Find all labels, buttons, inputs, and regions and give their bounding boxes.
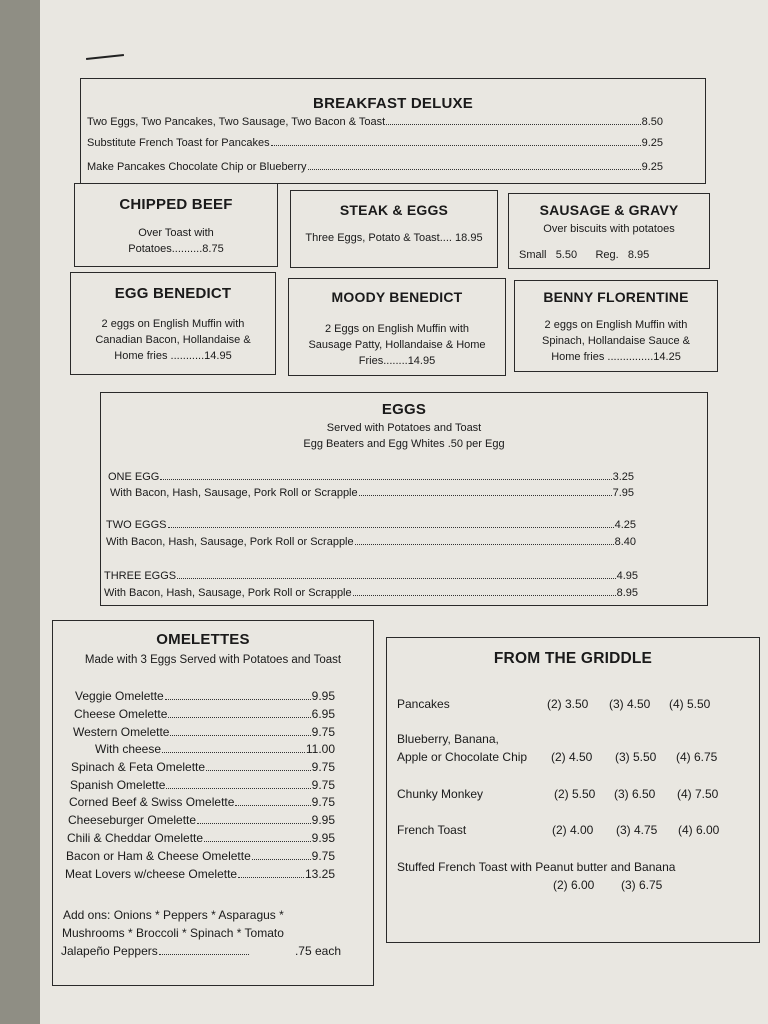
menu-line: Western Omelette 9.75 bbox=[73, 725, 335, 739]
griddle-item-name: Pancakes bbox=[397, 697, 450, 711]
menu-line: Bacon or Ham & Cheese Omelette 9.75 bbox=[66, 849, 335, 863]
menu-line: Cheese Omelette 6.95 bbox=[74, 707, 335, 721]
sausage-gravy-box bbox=[508, 193, 710, 269]
menu-line: Substitute French Toast for Pancakes 9.25 bbox=[87, 137, 663, 149]
menu-line: Two Eggs, Two Pancakes, Two Sausage, Two Bacon & Toast 8.50 bbox=[87, 116, 663, 128]
egg-benedict-desc: 2 eggs on English Muffin with bbox=[101, 318, 245, 330]
griddle-price: (3) 5.50 bbox=[615, 750, 657, 764]
sausage-gravy-prices: Small 5.50 Reg. 8.95 bbox=[519, 249, 650, 261]
griddle-price: (2) 6.00 bbox=[553, 878, 595, 892]
menu-line: With Bacon, Hash, Sausage, Pork Roll or Scrapple 8.40 bbox=[106, 536, 636, 548]
griddle-price: (4) 6.00 bbox=[678, 823, 720, 837]
menu-line: ONE EGG 3.25 bbox=[108, 471, 634, 483]
breakfast-deluxe-box bbox=[80, 78, 706, 184]
chipped-beef-price-line: Potatoes..........8.75 bbox=[128, 243, 224, 255]
chipped-beef-title: CHIPPED BEEF bbox=[119, 196, 233, 213]
eggs-box bbox=[100, 392, 708, 606]
griddle-price: (4) 6.75 bbox=[676, 750, 718, 764]
menu-line: Cheeseburger Omelette 9.95 bbox=[68, 813, 335, 827]
menu-line: TWO EGGS 4.25 bbox=[106, 519, 636, 531]
omelettes-box bbox=[52, 620, 374, 986]
benny-florentine-title: BENNY FLORENTINE bbox=[543, 289, 689, 305]
menu-line: Chili & Cheddar Omelette 9.95 bbox=[67, 831, 335, 845]
griddle-item-name: Apple or Chocolate Chip bbox=[397, 750, 528, 764]
menu-line: Corned Beef & Swiss Omelette 9.75 bbox=[69, 795, 335, 809]
eggs-title: EGGS bbox=[381, 401, 427, 418]
egg-benedict-desc: Canadian Bacon, Hollandaise & bbox=[95, 334, 251, 346]
griddle-item-name: French Toast bbox=[397, 823, 467, 837]
menu-line: With cheese 11.00 bbox=[95, 742, 335, 756]
egg-benedict-box bbox=[70, 272, 276, 375]
egg-benedict-title: EGG BENEDICT bbox=[114, 285, 232, 302]
griddle-price: (2) 4.50 bbox=[551, 750, 593, 764]
egg-benedict-price-line: Home fries ...........14.95 bbox=[114, 350, 232, 362]
steak-eggs-desc: Three Eggs, Potato & Toast.... 18.95 bbox=[305, 232, 483, 244]
eggs-subtitle: Egg Beaters and Egg Whites .50 per Egg bbox=[303, 438, 505, 450]
menu-line: With Bacon, Hash, Sausage, Pork Roll or Scrapple 7.95 bbox=[110, 487, 634, 499]
moody-benedict-title: MOODY BENEDICT bbox=[331, 289, 463, 305]
moody-benedict-box bbox=[288, 278, 506, 376]
griddle-price: (3) 4.75 bbox=[616, 823, 658, 837]
benny-florentine-desc: Spinach, Hollandaise Sauce & bbox=[542, 335, 690, 347]
griddle-item-name: Chunky Monkey bbox=[397, 787, 484, 801]
moody-benedict-price-line: Fries........14.95 bbox=[358, 355, 436, 367]
benny-florentine-box bbox=[514, 280, 718, 372]
menu-line: Meat Lovers w/cheese Omelette 13.25 bbox=[65, 867, 335, 881]
griddle-price: (2) 5.50 bbox=[554, 787, 596, 801]
griddle-title: FROM THE GRIDDLE bbox=[493, 650, 653, 667]
griddle-price: (3) 4.50 bbox=[609, 697, 651, 711]
menu-line: Veggie Omelette 9.95 bbox=[75, 689, 335, 703]
griddle-price: (3) 6.75 bbox=[621, 878, 663, 892]
steak-eggs-box bbox=[290, 190, 498, 268]
omelettes-addons: Mushrooms * Broccoli * Spinach * Tomato bbox=[62, 926, 284, 940]
griddle-price: (2) 3.50 bbox=[547, 697, 589, 711]
griddle-price: (3) 6.50 bbox=[614, 787, 656, 801]
omelettes-addons-price-line: Jalapeño Peppers .75 each bbox=[61, 944, 341, 958]
menu-line: With Bacon, Hash, Sausage, Pork Roll or Scrapple 8.95 bbox=[104, 587, 638, 599]
chipped-beef-desc: Over Toast with bbox=[138, 227, 214, 239]
sausage-gravy-title: SAUSAGE & GRAVY bbox=[539, 202, 679, 218]
omelettes-title: OMELETTES bbox=[156, 631, 250, 648]
menu-line: Make Pancakes Chocolate Chip or Blueberry 9.25 bbox=[87, 161, 663, 173]
griddle-price: (4) 7.50 bbox=[677, 787, 719, 801]
chipped-beef-box bbox=[74, 183, 278, 267]
menu-line: Spanish Omelette 9.75 bbox=[70, 778, 335, 792]
moody-benedict-desc: Sausage Patty, Hollandaise & Home bbox=[308, 339, 486, 351]
griddle-box bbox=[386, 637, 760, 943]
menu-line: THREE EGGS 4.95 bbox=[104, 570, 638, 582]
omelettes-subtitle: Made with 3 Eggs Served with Potatoes and Toast bbox=[84, 654, 342, 666]
benny-florentine-desc: 2 eggs on English Muffin with bbox=[544, 319, 688, 331]
sausage-gravy-desc: Over biscuits with potatoes bbox=[543, 223, 675, 235]
griddle-item-name: Stuffed French Toast with Peanut butter and Banana bbox=[397, 860, 676, 874]
omelettes-addons: Add ons: Onions * Peppers * Asparagus * bbox=[63, 908, 284, 922]
steak-eggs-title: STEAK & EGGS bbox=[339, 202, 449, 218]
breakfast-deluxe-title: BREAKFAST DELUXE bbox=[313, 95, 473, 112]
eggs-subtitle: Served with Potatoes and Toast bbox=[326, 422, 482, 434]
griddle-price: (4) 5.50 bbox=[669, 697, 711, 711]
griddle-price: (2) 4.00 bbox=[552, 823, 594, 837]
benny-florentine-price-line: Home fries ...............14.25 bbox=[551, 351, 681, 363]
griddle-item-name: Blueberry, Banana, bbox=[397, 732, 499, 746]
menu-line: Spinach & Feta Omelette 9.75 bbox=[71, 760, 335, 774]
moody-benedict-desc: 2 Eggs on English Muffin with bbox=[324, 323, 470, 335]
